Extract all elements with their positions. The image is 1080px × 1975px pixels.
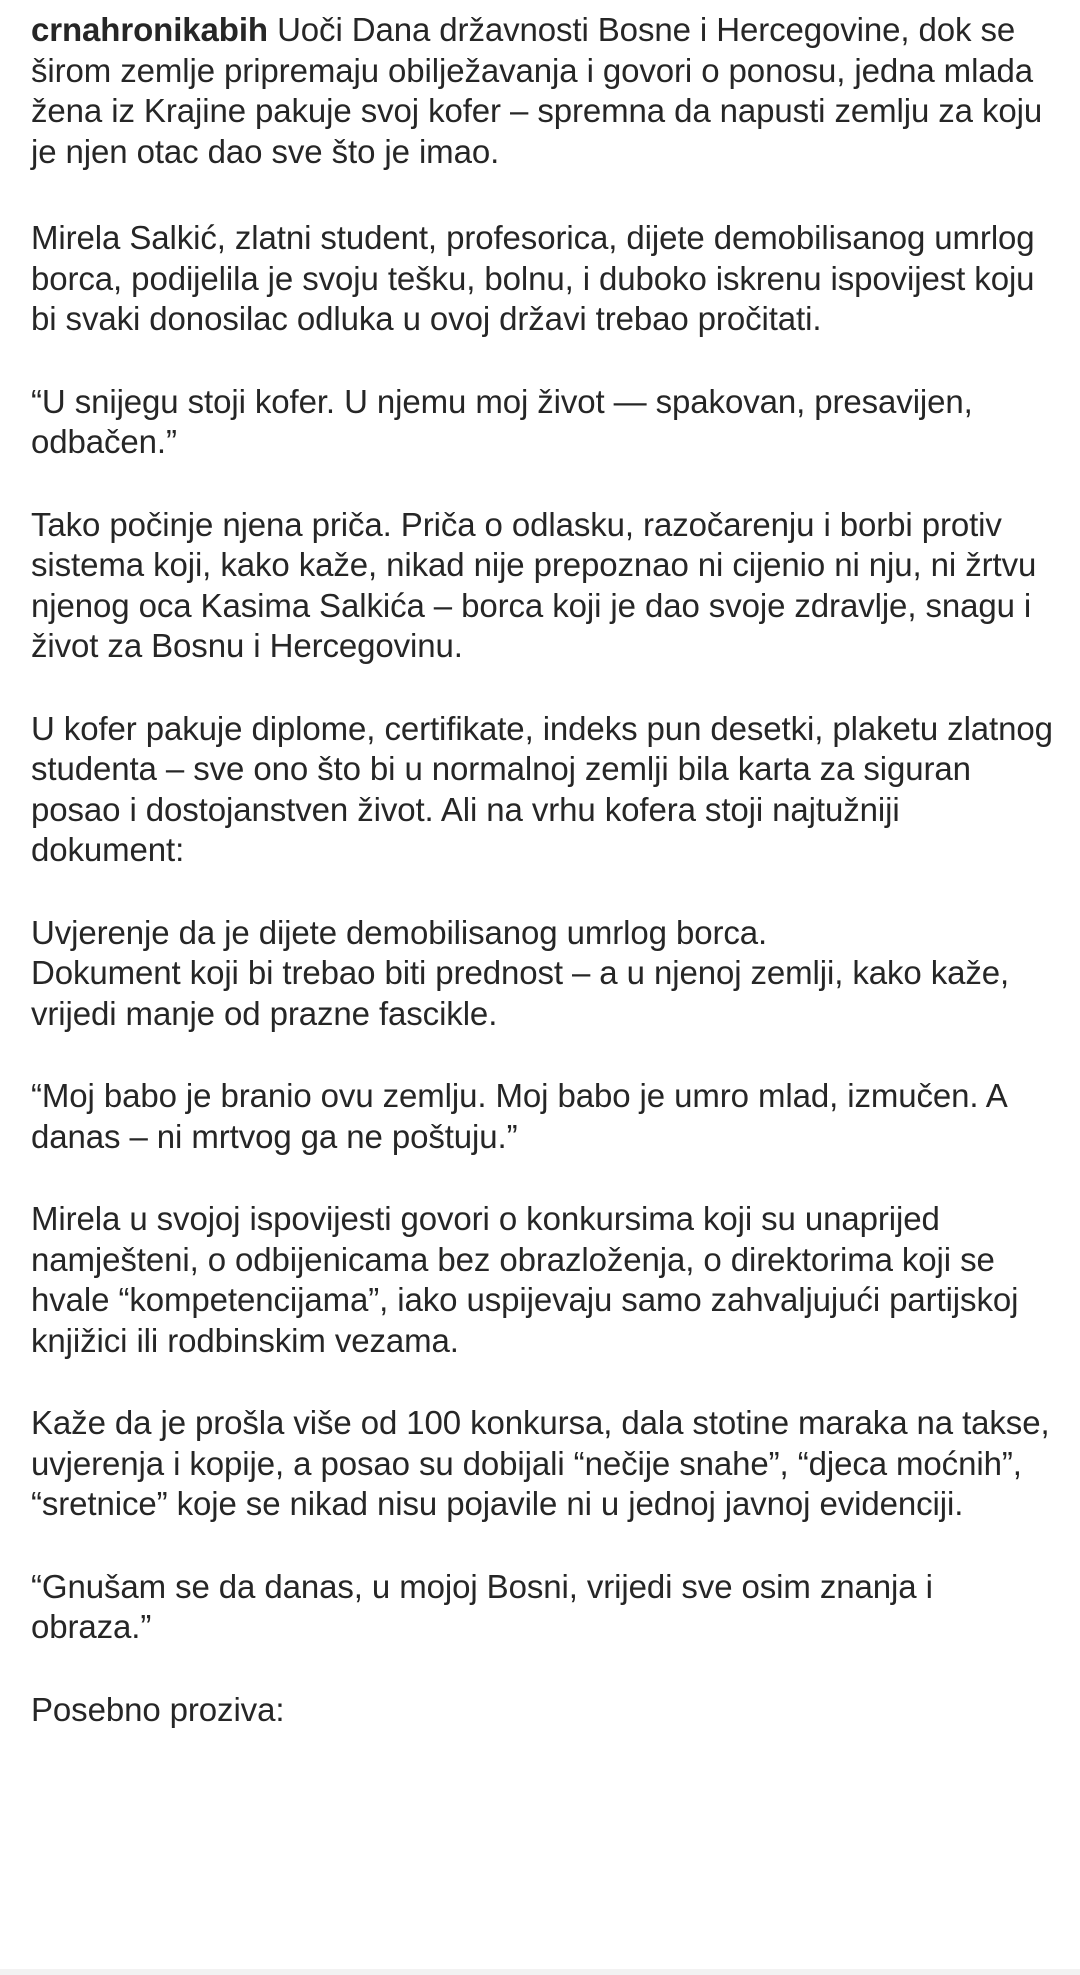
caption-line: Uvjerenje da je dijete demobilisanog umrlog borca. bbox=[31, 913, 768, 951]
bottom-divider bbox=[0, 1969, 1080, 1975]
caption-paragraph: Mirela u svojoj ispovijesti govori o konkursima koji su unaprijed namješteni, o odbijenicama bez obrazloženja, o direktorima koji se hvale “kompetencijama”, iako uspijevaju samo zahvaljujući partijskoj knjižici ili rodbinskim vezama. bbox=[31, 1200, 1019, 1359]
caption-paragraph: Posebno proziva: bbox=[31, 1690, 285, 1728]
post-caption bbox=[31, 10, 1061, 1772]
caption-quote: “U snijegu stoji kofer. U njemu moj život — spakovan, presavijen, odbačen.” bbox=[31, 382, 973, 460]
caption-paragraph: U kofer pakuje diplome, certifikate, indeks pun desetki, plaketu zlatnog studenta – sve ono što bi u normalnoj zemlji bila karta za siguran posao i dostojanstven život. Ali na vrhu kofera stoji najtužniji dokument: bbox=[31, 709, 1053, 868]
caption-paragraph: Kaže da je prošla više od 100 konkursa, dala stotine maraka na takse, uvjerenja i kopije, a posao su dobijali “nečije snahe”, “djeca moćnih”, “sretnice” koje se nikad nisu pojavile ni u jednoj javnoj evidenciji. bbox=[31, 1404, 1050, 1522]
username-link[interactable]: crnahronikabih bbox=[31, 11, 268, 48]
caption-text: Uoči Dana državnosti Bosne i Hercegovine, dok se širom zemlje pripremaju obilježavanja i govori o ponosu, jedna mlada žena iz Krajine pakuje svoj kofer – spremna da napusti zemlju za koju je njen otac dao sve što je imao. bbox=[31, 11, 1043, 170]
caption-paragraph: Tako počinje njena priča. Priča o odlasku, razočarenju i borbi protiv sistema koji, kako kaže, nikad nije prepoznao ni cijenio ni nju, ni žrtvu njenog oca Kasima Salkića – borca koji je dao svoje zdravlje, snagu i život za Bosnu i Hercegovinu. bbox=[31, 505, 1037, 664]
caption-paragraph: Mirela Salkić, zlatni student, profesorica, dijete demobilisanog umrlog borca, podijelila je svoju tešku, bolnu, i duboko iskrenu ispovijest koju bi svaki donosilac odluka u ovoj državi trebao pročitati. bbox=[31, 219, 1035, 337]
caption-paragraph-intro bbox=[31, 10, 1061, 172]
caption-paragraph: Dokument koji bi trebao biti prednost – a u njenoj zemlji, kako kaže, vrijedi manje od prazne fascikle. bbox=[31, 954, 1010, 1032]
caption-quote: “Gnušam se da danas, u mojoj Bosni, vrijedi sve osim znanja i obraza.” bbox=[31, 1567, 933, 1645]
caption-quote: “Moj babo je branio ovu zemlju. Moj babo je umro mlad, izmučen. A danas – ni mrtvog ga ne poštuju.” bbox=[31, 1077, 1006, 1155]
